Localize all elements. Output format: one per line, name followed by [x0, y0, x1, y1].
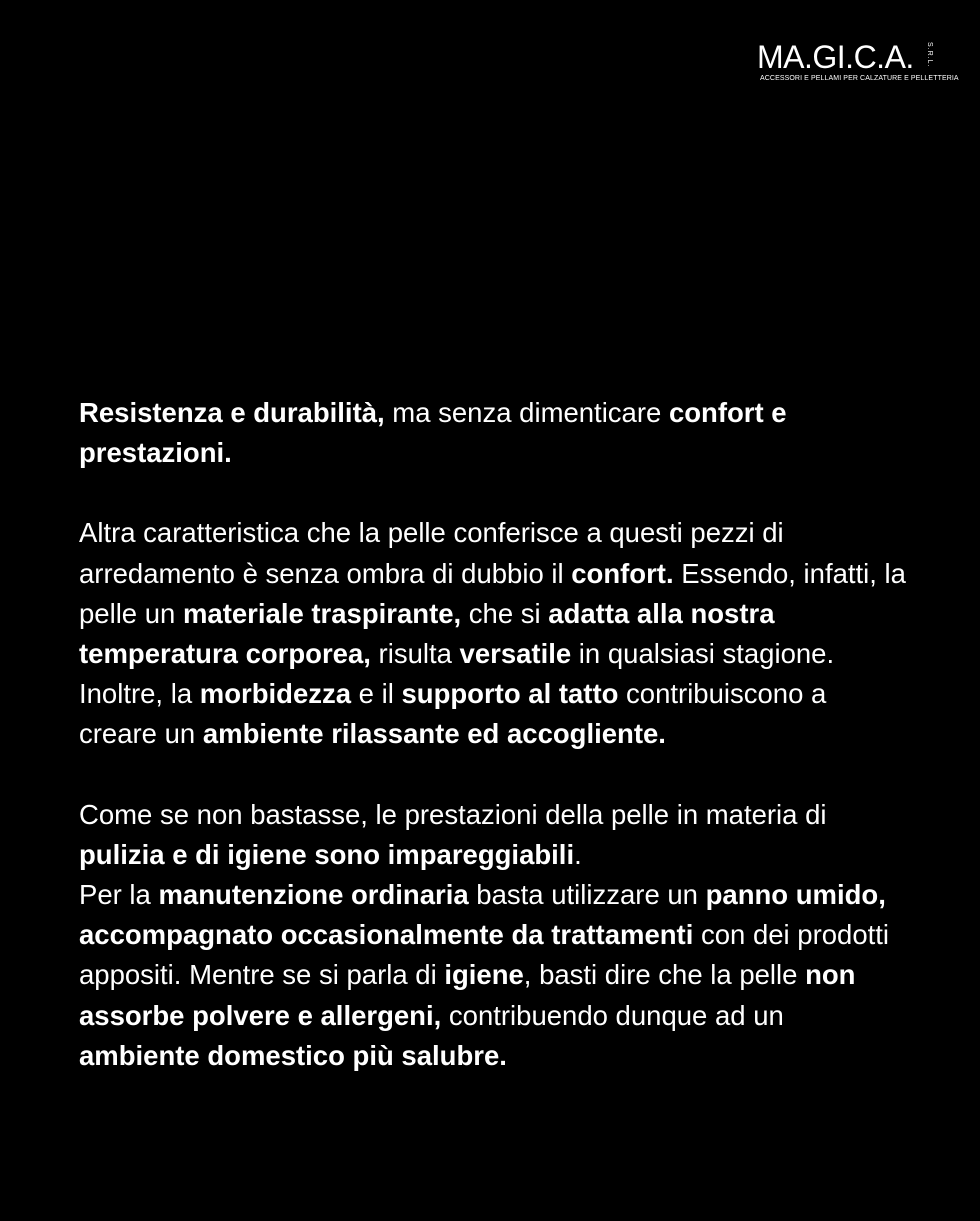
bold-text: confort.	[571, 557, 674, 589]
bold-text: confort e prestazioni.	[79, 397, 787, 469]
bold-text: non assorbe polvere e allergeni,	[79, 959, 856, 1031]
bold-text: materiale traspirante,	[182, 597, 462, 629]
bold-text: Resistenza e durabilità,	[79, 397, 385, 428]
text-segment: risulta	[370, 638, 460, 670]
bold-text: supporto al tatto	[401, 678, 619, 710]
bold-text: manutenzione ordinaria	[158, 879, 469, 911]
bold-text: panno umido, accompagnato occasionalmente da trattamenti	[79, 879, 886, 951]
text-segment: Essendo, infatti, la pelle un	[79, 557, 906, 629]
text-segment: e il	[351, 678, 402, 710]
text-segment: Come se non bastasse, le prestazioni della pelle in materia di	[79, 798, 827, 830]
bold-text: pulizia e di igiene sono impareggiabili	[79, 838, 575, 870]
text-segment: contribuendo dunque ad un	[441, 999, 784, 1031]
logo-suffix: S.R.L.	[926, 42, 933, 68]
logo-wordmark: MA.GI.C.A.	[757, 39, 914, 75]
bold-text: igiene	[444, 959, 524, 991]
paragraph	[79, 795, 909, 875]
brand-logo	[757, 38, 959, 88]
text-segment: con dei prodotti appositi. Mentre se si parla di	[79, 919, 890, 991]
bold-text: ambiente rilassante ed accogliente.	[202, 718, 666, 750]
text-segment: contribuiscono a creare un	[79, 678, 827, 750]
text-segment: che si	[461, 597, 549, 629]
text-segment: in qualsiasi stagione. Inoltre, la	[79, 638, 835, 710]
text-segment: basta utilizzare un	[468, 879, 706, 911]
text-segment: Per la	[79, 879, 159, 911]
text-segment: Altra caratteristica che la pelle conferisce a questi pezzi di arredamento è senza ombra di dubbio il	[79, 517, 784, 589]
bold-text: versatile	[459, 638, 572, 670]
body-text	[79, 393, 909, 1116]
bold-text: adatta alla nostra temperatura corporea,	[79, 597, 775, 670]
text-segment: .	[574, 838, 582, 870]
bold-text: ambiente domestico più salubre.	[79, 1039, 507, 1071]
text-segment: ma senza dimenticare	[384, 397, 669, 428]
logo-tagline: ACCESSORI E PELLAMI PER CALZATURE E PELLETTERIA	[760, 75, 959, 82]
paragraph	[79, 513, 909, 754]
text-segment: , basti dire che la pelle	[523, 959, 806, 991]
paragraph	[79, 393, 909, 473]
bold-text: morbidezza	[199, 678, 352, 710]
paragraph	[79, 875, 909, 1076]
